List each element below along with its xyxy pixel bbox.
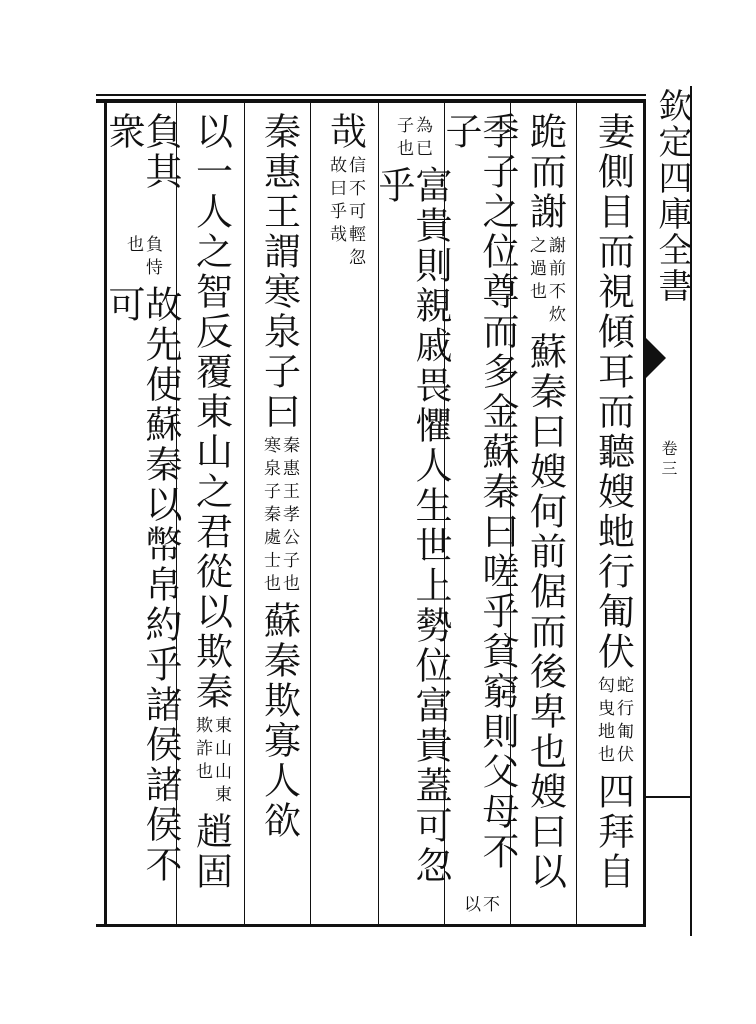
main-text: 季子之位尊而多金蘇秦曰嗟乎貧窮則父母不子: [439, 112, 519, 872]
text-column-1: [582, 112, 644, 922]
volume-label: 卷三: [659, 440, 678, 480]
commentary-line: 蛇行匍伏: [613, 676, 633, 768]
main-text: 趙固: [189, 812, 233, 892]
text-column-7: [180, 112, 242, 922]
text-column-5: [314, 112, 376, 922]
divider-5: [310, 103, 311, 924]
top-border-thick: [96, 99, 646, 103]
commentary-note: [327, 156, 363, 271]
commentary-note: [461, 895, 497, 918]
main-text: 四拜自: [591, 772, 635, 892]
main-text: 負其衆: [102, 112, 182, 192]
text-column-4: [372, 112, 452, 922]
main-text: 蘇秦曰嫂何前倨而後卑也嫂曰以: [523, 332, 567, 892]
book-title: 欽定四庫全書: [652, 88, 692, 304]
commentary-line: 為已: [412, 116, 432, 162]
commentary-note: [261, 436, 297, 597]
main-text: 哉: [323, 112, 367, 152]
bottom-border: [96, 924, 646, 927]
commentary-note: [394, 116, 430, 162]
commentary-note: [595, 676, 631, 768]
commentary-note: [527, 236, 563, 328]
divider-1: [576, 103, 577, 924]
text-column-3: [439, 112, 519, 922]
divider-6: [244, 103, 245, 924]
top-border-thin: [96, 94, 646, 96]
text-column-6: [248, 112, 310, 922]
main-text: 秦惠王謂寒泉子曰: [257, 112, 301, 432]
commentary-note: [193, 716, 229, 808]
main-text: 以一人之智反覆東山之君從以欺秦: [189, 112, 233, 712]
commentary-line: 也: [123, 235, 143, 259]
commentary-line: 以: [460, 895, 480, 918]
commentary-line: 不: [479, 895, 499, 918]
commentary-line: 秦惠王孝公子也: [279, 436, 299, 597]
main-text: 跪而謝: [523, 112, 567, 232]
text-column-2: [514, 112, 576, 922]
commentary-line: 之過也: [526, 236, 546, 305]
commentary-line: 東山山東: [211, 716, 231, 808]
commentary-line: 子也: [393, 116, 413, 162]
commentary-line: 寒泉子秦處士也: [260, 436, 280, 597]
commentary-line: 故曰乎哉: [326, 156, 346, 248]
commentary-line: 欺詐也: [192, 716, 212, 785]
commentary-line: 謝前不炊: [545, 236, 565, 328]
text-column-8: [102, 112, 182, 922]
commentary-line: 匃曳地也: [594, 676, 614, 768]
commentary-line: 負恃: [142, 235, 162, 282]
main-text: 故先使蘇秦以幣帛約乎諸侯諸侯不可: [102, 285, 182, 886]
main-text: 富貴則親戚畏懼人生世上勢位富貴蓋可忽乎: [372, 166, 452, 886]
commentary-line: 信不可輕忽: [345, 156, 365, 271]
main-text: 蘇秦欺寡人欲: [257, 601, 301, 841]
gutter-tick: [646, 796, 690, 798]
fish-tail-mark: [646, 338, 666, 378]
commentary-note: [124, 235, 160, 281]
main-text: 妻側目而視傾耳而聽嫂虵行匍伏: [591, 112, 635, 672]
